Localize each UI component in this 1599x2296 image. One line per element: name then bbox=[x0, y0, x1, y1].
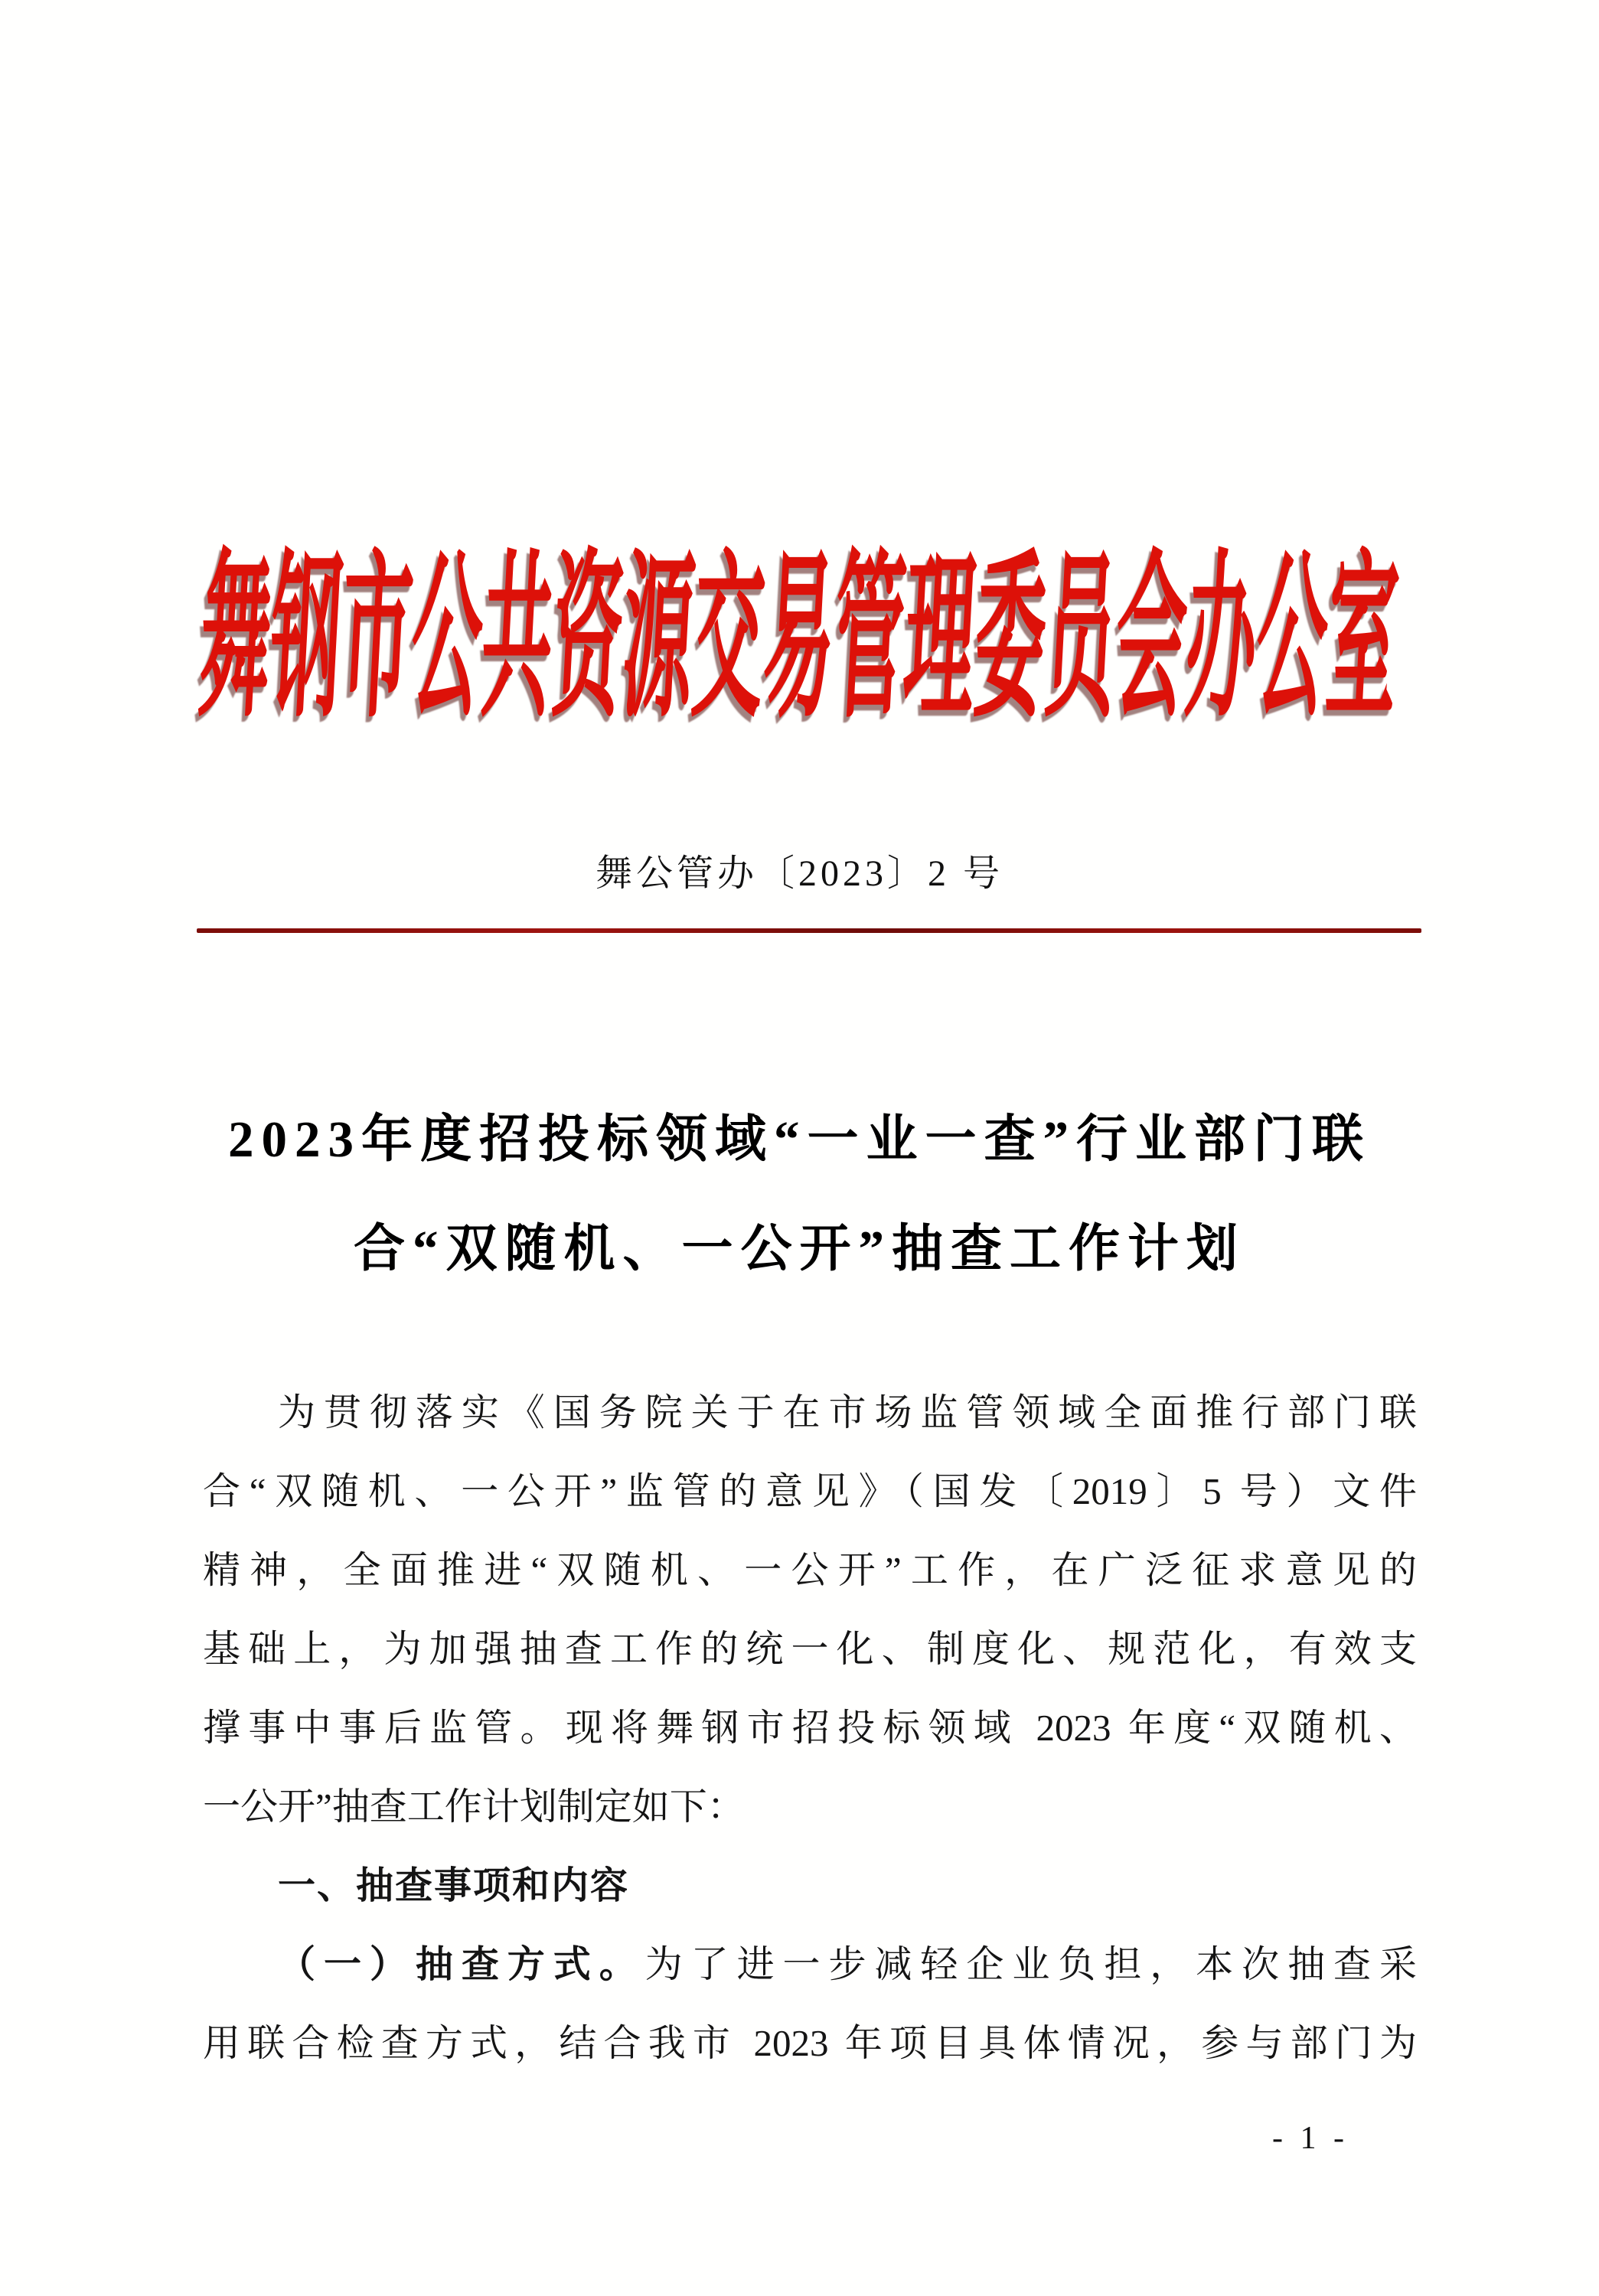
agency-header bbox=[0, 539, 1599, 739]
body-line bbox=[203, 1609, 1417, 1688]
body-line bbox=[203, 1531, 1417, 1609]
body-line bbox=[203, 1373, 1417, 1452]
body-line-text: 用联合检查方式，结合我市 2023 年项目具体情况，参与部门为 bbox=[203, 2022, 1417, 2064]
body-line-text: 为贯彻落实《国务院关于在市场监管领域全面推行部门联 bbox=[278, 1391, 1417, 1433]
document-title-line1: 2023年度招投标领域“一业一查”行业部门联 bbox=[228, 1111, 1371, 1168]
body-line-text: 一公开”抽查工作计划制定如下： bbox=[203, 1786, 745, 1828]
body-line bbox=[203, 1688, 1417, 1767]
document-title bbox=[92, 1085, 1507, 1304]
red-separator-rule bbox=[197, 928, 1421, 933]
body-line bbox=[203, 2004, 1417, 2082]
page-number: - 1 - bbox=[1272, 2121, 1349, 2156]
body-line-text: 为了进一步减轻企业负担，本次抽查采 bbox=[644, 1943, 1417, 1985]
body-line-text: 撑事中事后监管。现将舞钢市招投标领域 2023 年度“双随机、 bbox=[203, 1707, 1417, 1749]
body-line-text: 合“双随机、一公开”监管的意见》（国发〔2019〕5 号）文件 bbox=[203, 1470, 1417, 1512]
agency-header-text: 舞钢市公共资源交易管理委员会办公室 bbox=[195, 539, 1404, 739]
section-heading bbox=[203, 1846, 1417, 1925]
document-title-line2: 合“双随机、一公开”抽查工作计划 bbox=[354, 1221, 1245, 1277]
body-text bbox=[203, 1373, 1417, 2082]
doc-number: 舞公管办〔2023〕2 号 bbox=[595, 853, 1003, 894]
body-line bbox=[203, 1767, 1417, 1846]
body-line-bold: （一）抽查方式。 bbox=[278, 1943, 645, 1985]
body-line-text: 精神，全面推进“双随机、一公开”工作，在广泛征求意见的 bbox=[203, 1549, 1417, 1591]
body-line bbox=[203, 1452, 1417, 1531]
body-line-bold: 一、抽查事项和内容 bbox=[278, 1864, 630, 1906]
body-line bbox=[203, 1925, 1417, 2004]
body-line-text: 基础上，为加强抽查工作的统一化、制度化、规范化，有效支 bbox=[203, 1628, 1417, 1670]
